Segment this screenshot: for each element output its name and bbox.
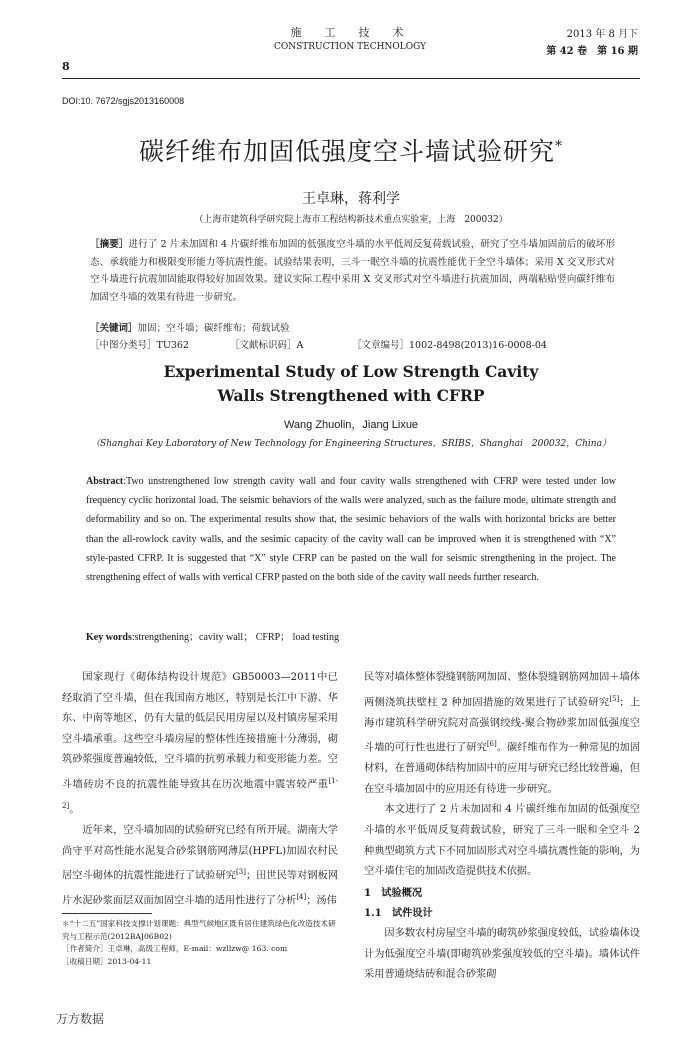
subsection-heading: 1.1 试件设计 [364, 907, 433, 920]
keywords-cn-text: 加固；空斗墙；碳纤维布；荷载试验 [137, 323, 290, 334]
paragraph: 近年来，空斗墙加固的试验研究已经有所开展。湖南大学尚守平对高性能水泥复合砂浆钢筋网薄层(HPFL)加固农村民居空斗砌体的抗震性能进行了试验研究[3]；田世民等对钢板网片水泥砂浆面层双面加固空斗墙的适用性进行了分析[4]；汤伟 [62, 824, 339, 907]
footnote-rule [62, 913, 152, 914]
affiliation-en: （Shanghai Key Laboratory of New Technology for Engineering Structures，SRIBS，Shanghai 200032，China） [91, 439, 611, 449]
paragraph: 因多数农村房屋空斗墙的砌筑砂浆强度较低，试验墙体设计为低强度空斗墙(即砌筑砂浆强度较低的空斗墙)。墙体试件采用普通烧结砖和混合砂浆砌 [364, 927, 640, 981]
keywords-cn-label: ［关键词］ [90, 323, 138, 334]
citation: [5] [609, 694, 620, 703]
title-cn [62, 132, 640, 168]
paragraph: 民等对墙体整体裂缝钢筋网加固、整体裂缝钢筋网加固＋墙体两侧浇筑扶壁柱 2 种加固措施的效果进行了试验研究[5]；上海市建筑科学研究院对高强钢绞线-聚合物砂浆加固低强度空斗墙的可行性也进行了研究[6]。碳纤维布作为一种常见的加固材料，在普通砌体结构加固中的应用与研究已经比较普遍，但在空斗墙加固中的应用还有待进一步研究。 [364, 672, 641, 795]
section-heading: 1 试验概况 [364, 886, 423, 899]
page-number: 8 [62, 60, 70, 73]
abstract-en [86, 472, 616, 587]
body-left-column [62, 668, 338, 912]
title-en [62, 360, 640, 408]
paragraph: 国家现行《砌体结构设计规范》GB50003—2011中已经取消了空斗墙，但在我国南方地区，特别是长江中下游、华东、中南等地区，仍有大量的低层民用房屋以及村镇房屋采用空斗墙承重。这些空斗墙房屋的整体性连接措施十分薄弱，砌筑砂浆强度普遍较低，空斗墙的抗剪承载力和变形能力差。空斗墙砖房不良的抗震性能导致其在历次地震中震害较严重[1-2]。 [62, 672, 338, 816]
document-code: ［文献标识码］A [230, 340, 304, 351]
citation: [3] [236, 868, 246, 877]
article-number: ［文章编号］1002-8498(2013)16-0008-04 [352, 340, 547, 351]
journal-name-cn: 施 工 技 术 [290, 26, 410, 39]
watermark: 万方数据 [56, 1012, 105, 1026]
abstract-en-label: Abstract [86, 476, 124, 487]
abstract-en-text: :Two unstrengthened low strength cavity wall and four cavity walls strengthened with CFRP were tested under low frequency cyclic horizontal load. The seismic behaviors of the walls were analyzed, such as the failure mode, ultimate strength and deformability and so on. The experimental results show that, the sesimic behaviors of the walls with horizontal bricks are better than the all-rowlock cavity walls, and the sesimic capacity of the cavity wall can be improved when it is strengthened with “X” style-pasted CFRP. It is suggested that “X” style CFRP can be pasted on the wall for seismic strengthening in the project. The strengthening effect of walls with vertical CFRP pasted on the both side of the cavity wall needs further research. [86, 476, 616, 584]
clc-number: ［中图分类号］TU362 [90, 340, 189, 351]
abstract-cn-text: 进行了 2 片未加固和 4 片碳纤维布加固的低强度空斗墙的水平低周反复荷载试验，研究了空斗墙加固前后的破坏形态、承载能力和极限变形能力等抗震性能。试验结果表明，三斗一眠空斗墙的抗震性能优于全空斗墙体；采用 X 交叉形式对空斗墙进行抗震加固能取得较好加固效果。建议实际工程中采用 X 交叉形式对空斗墙进行抗震加固，两端粘贴竖向碳纤维布加固空斗墙的效果有待进一步研究。 [90, 239, 615, 303]
abstract-cn-label: ［摘要］ [90, 239, 129, 250]
citation: [6] [486, 740, 497, 749]
issue-date: 2013 年 8 月下 [566, 29, 638, 40]
abstract-cn [90, 236, 615, 306]
header-rule [62, 78, 640, 79]
title-footnote-mark: * [555, 138, 563, 155]
keywords-en-text: :strengthening；cavity wall； CFRP； load testing [131, 632, 340, 643]
title-cn-text: 碳纤维布加固低强度空斗墙试验研究 [138, 137, 555, 166]
authors-cn: 王卓琳，蒋利学 [302, 191, 400, 207]
paragraph: 本文进行了 2 片未加固和 4 片碳纤维布加固的低强度空斗墙的水平低周反复荷载试验，研究了三斗一眠和全空斗 2 种典型砌筑方式下不同加固形式对空斗墙抗震性能的影响，为空斗墙住宅的加固改造提供技术依据。 [364, 804, 640, 878]
footnote-received-date: ［收稿日期］2013-04-11 [62, 956, 152, 966]
title-en-line-1: Experimental Study of Low Strength Cavity [163, 362, 539, 381]
citation: [4] [296, 893, 307, 902]
footnote [62, 918, 342, 968]
body-right-column [364, 668, 640, 986]
volume-issue: 第 42 卷 第 16 期 [546, 46, 638, 57]
keywords-en [86, 628, 616, 643]
keywords-en-label: Key words [86, 632, 132, 643]
title-en-line-2: Walls Strengthened with CFRP [217, 386, 485, 405]
issue-info [546, 26, 638, 60]
footnote-fund: ＊“十二五”国家科技支撑计划课题：典型气候地区既有居住建筑绿色化改造技术研究与工程示范(2012BAJ06B02) [62, 919, 336, 941]
keywords-cn [90, 320, 615, 337]
journal-name [230, 24, 470, 52]
citation: [1-2] [62, 776, 338, 810]
footnote-author-bio: ［作者简介］王卓琳，高级工程师，E-mail：wzllzw@ 163. com [62, 944, 288, 953]
affiliation-cn: （上海市建筑科学研究院上海市工程结构新技术重点实验室，上海 200032） [194, 215, 508, 225]
doi: DOI:10. 7672/sgjs2013160008 [62, 96, 185, 106]
journal-name-en: CONSTRUCTION TECHNOLOGY [273, 42, 427, 52]
authors-en: Wang Zhuolin，Jiang Lixue [283, 419, 419, 431]
